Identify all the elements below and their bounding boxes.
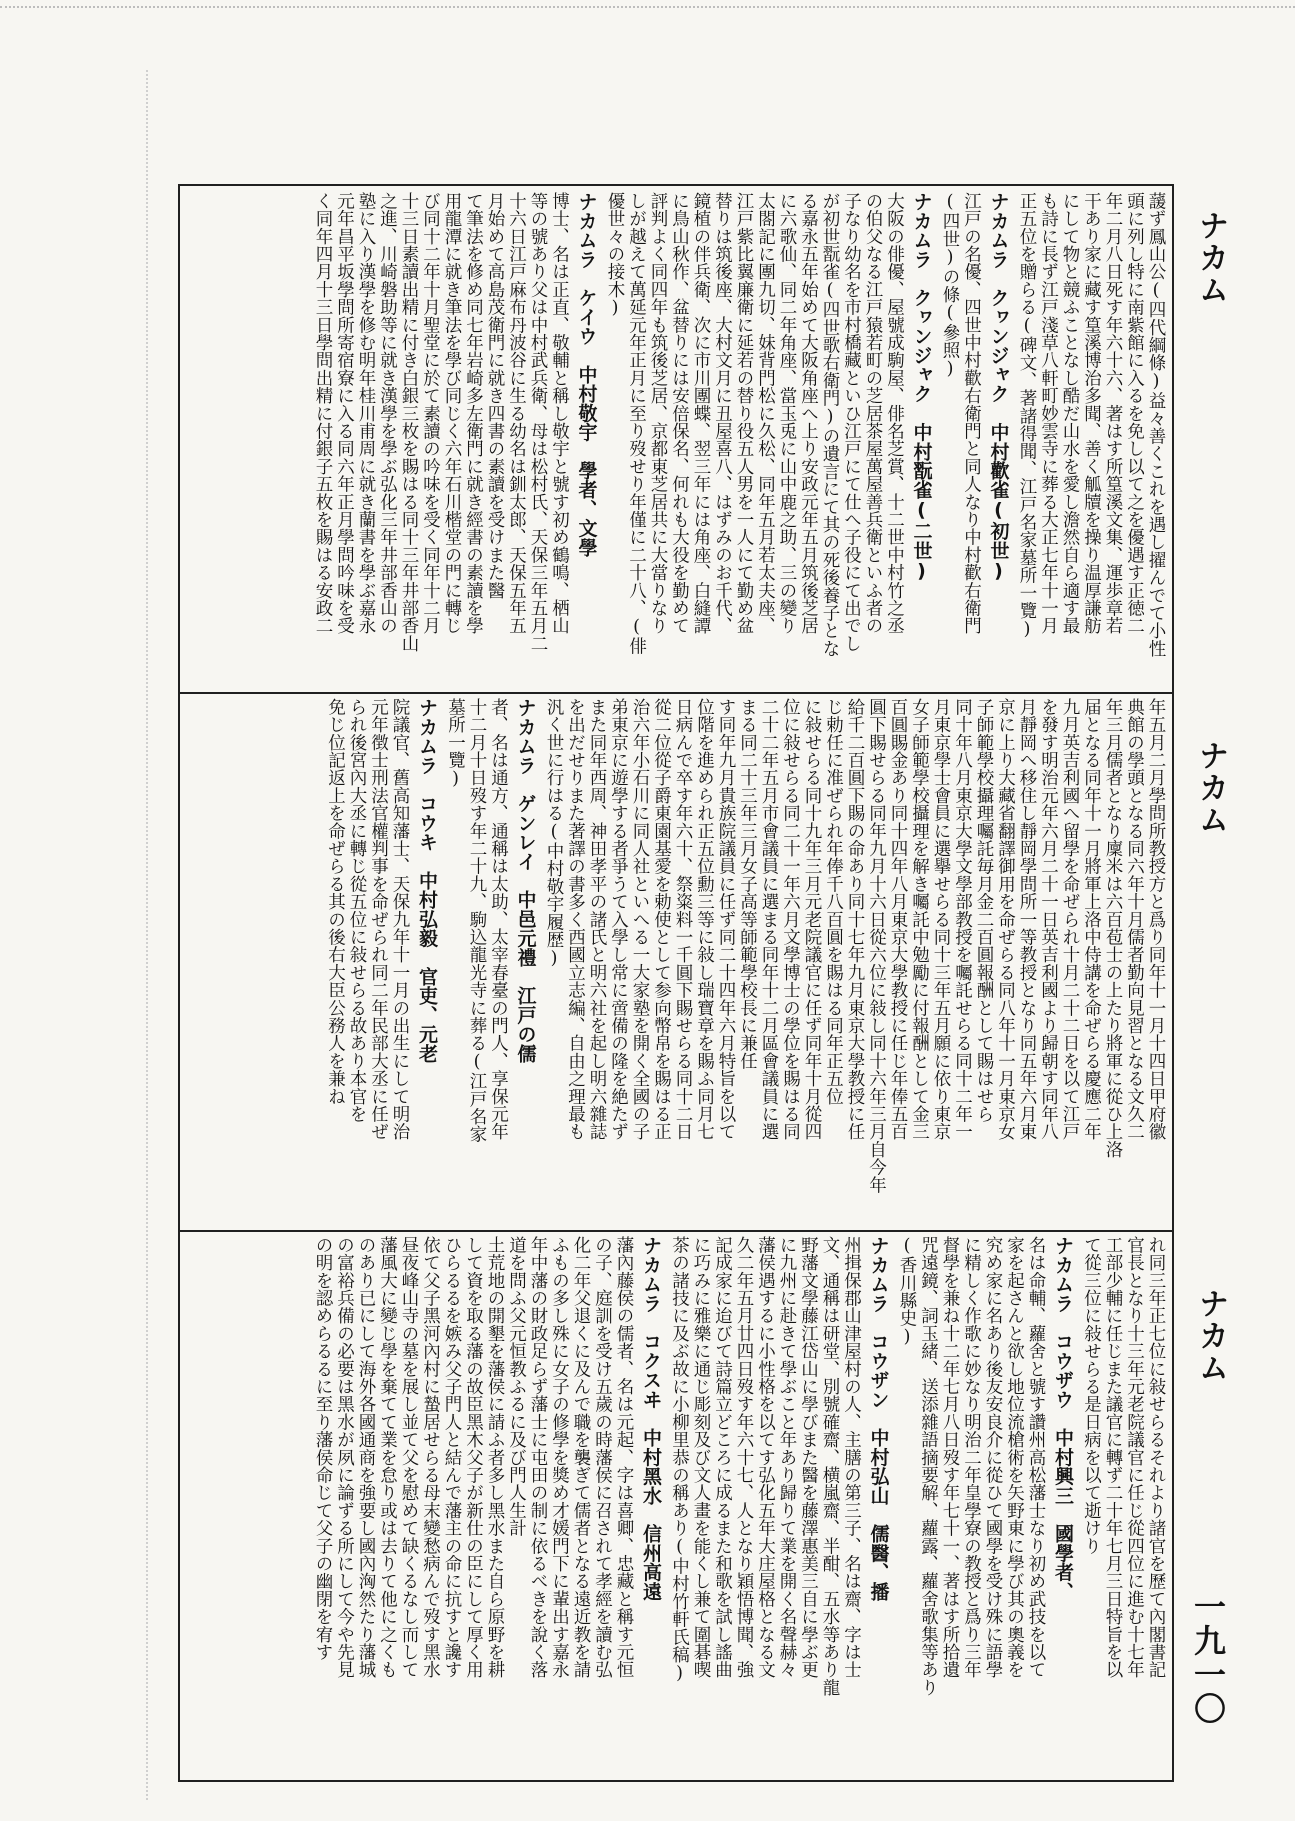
text-column: 大阪の俳優、屋號成駒屋、俳名芝賞、十二世中村竹之丞: [884, 192, 905, 635]
text-column: 江戸の名優、四世中村歡右衛門と同人なり中村歡右衛門: [961, 192, 982, 635]
entry-heading: ナカムラ クヮンジャク 中村翫雀(二世): [910, 192, 933, 582]
text-column: 記成家に迨びて詩篇立どころに成るまた和歌を試し謠曲: [712, 1236, 733, 1679]
text-column: 道を問ふ父元恒教ふるに及び門人生計: [506, 1236, 527, 1537]
text-column: 年二月八日死す年六十六、著はす所篁溪文集、運歩章若: [1103, 192, 1123, 635]
text-column: 替りは筑後座、大村文月に丑屋喜八、はずみのお千代、: [712, 192, 733, 635]
text-column: (香川縣史): [897, 1236, 917, 1348]
text-column: に敍せらる同十九年三月元老院議官に任ず同年十月從四: [802, 698, 822, 1141]
text-column: れ同三年正七位に敍せらるそれより諸官を歷て內閣書記: [1146, 1236, 1166, 1679]
text-column: られ後宮內大丞に轉じ從五位に敍せらる故あり本官を: [347, 698, 367, 1123]
text-column: 名は命輔、蘿舍と號す讚州高松藩士なり初め武技を以て: [1026, 1236, 1046, 1679]
text-column: 月東京學士會員に選擧せらる同十三年五月願に依り東京: [931, 698, 951, 1141]
page-number: 一九一〇: [1189, 1590, 1227, 1726]
tier-2: [180, 692, 1172, 1232]
text-column: 子なり幼名を市村橋藏といひ江戸にて仕へ子役にて出でし: [841, 192, 862, 653]
text-column: て從三位に敍せらる是日病を以て逝けり: [1081, 1236, 1102, 1555]
text-column: 野藩文學藤江岱山に學びまた醫を藤澤惠美三自に學ぶ更: [798, 1236, 819, 1679]
text-column: 督學を兼ね十二年七月八日歿す年七十一、著はす所拾遺: [940, 1236, 960, 1679]
entry-heading: ナカムラ ケイウ 中村敬宇 學者、文學: [575, 192, 598, 557]
text-column: 治六年小石川に同人社といへる一大家塾を開く全國の子: [630, 698, 650, 1141]
text-column: また同年西周、神田孝平の諸氏と明六社を起し明六雜誌: [587, 698, 607, 1141]
text-column: 京に上り大藏省翻譯御用を命ぜらる同八年十一月東京女: [995, 698, 1016, 1141]
text-column: ふもの多し殊に女子の修學を獎め才媛門下に輩出す嘉永: [549, 1236, 570, 1679]
text-column: 百圓賜金あり同十四年八月東京大學教授に任じ年俸五百: [888, 698, 908, 1141]
text-column: 年中藩の財政足らず藩士に屯田の制に依るべきを說く落: [528, 1236, 548, 1679]
text-column: の明を認めらるるに至り藩侯命じて父子の幽閉を宥す: [313, 1236, 333, 1661]
text-column: じ勅任に准ぜられ年俸千八百圓を賜はる同年正五位: [823, 698, 844, 1106]
text-column: 月靜岡へ移住し靜岡學問所一等教授となり同五年六月東: [1017, 698, 1037, 1141]
text-column: の富裕兵備の必要は黑水が夙に論ずる所にして今や先見: [334, 1236, 355, 1679]
text-column: まる同二十三年三月女子高等師範學校長に兼任: [737, 698, 758, 1070]
text-column: 給千二百圓下賜の命あり同十七年九月東京大學教授に任: [845, 698, 865, 1141]
text-column: 免じ位記返上を命ぜらる其の後右大臣公務人を兼ね: [325, 698, 346, 1106]
text-column: 久二年五月廿四日歿す年六十七、人となり穎悟博聞、強: [734, 1236, 754, 1679]
text-column: しが越えて萬延元年正月に至り歿せり年僅に二十八、(俳: [626, 192, 647, 655]
text-column: 届となる同年十一月將軍上洛中侍講を命ぜらる慶應二年: [1081, 698, 1102, 1141]
entry-heading: ナカムラ クヮンジャク 中村歡雀(初世): [987, 192, 1010, 582]
text-column: 圓下賜せらる同年九月十六日從六位に敍し同十六年三月自今年: [866, 698, 887, 1194]
text-column: の伯父なる江戸猿若町の芝居茶屋萬屋善兵衛といふ者の: [863, 192, 883, 635]
text-column: に鳥山秋作、盆替りには安倍保名、何れも大役を勤めて: [669, 192, 690, 635]
text-column: にして物と競ふことなし酷だ山水を愛し澹然自ら適す最: [1060, 192, 1080, 635]
text-column: 茶の諸技に及ぶ故に小柳里恭の稱あり(中村竹軒氏稿): [669, 1236, 690, 1684]
text-column: に九州に赴きて學ぶこと年あり歸りて業を開く名聲赫々: [777, 1236, 797, 1679]
text-column: 同十年八月東京大學文學部教授を囑託せらる同十二年一: [952, 698, 973, 1141]
text-column: 女子師範學校攝理を解き囑託中勉勵に付報酬として金三: [909, 698, 930, 1141]
running-head-2: ナカム: [1193, 740, 1228, 836]
text-column: 九月英吉利國へ留學を命ぜられ十月二十二日を以て江戸: [1060, 698, 1080, 1141]
text-column: 文、通稱は研堂、別號確齋、横嵐齋、半酣、五水等あり龍: [820, 1236, 840, 1697]
tier-3: [180, 1230, 1172, 1784]
text-column: 蘐ず鳳山公(四代綱條)益々善くこれを遇し擢んでて小性: [1146, 192, 1166, 658]
text-column: 依て父子黑河內村に蟄居せらる母末變愁病んで歿す黑水: [420, 1236, 441, 1679]
text-column: 從二位從子爵東園基愛を勅使として参向幣帛を賜はる正: [651, 698, 672, 1141]
text-column: 二十二年五月市會議員に選まる同年十二月區會議員に選: [759, 698, 779, 1141]
text-column: 正五位を贈らる(碑文、著諸得聞、江戸名家墓所一覽): [1017, 192, 1037, 640]
text-column: く同年四月十三日學問出精に付銀子五枚を賜はる安政二: [313, 192, 333, 635]
text-column: 位階を進められ正五位勳三等に敍し瑞寶章を賜ふ同月七: [694, 698, 715, 1141]
text-column: 子師範學校攝理囑託毎月金二百圓報酬として賜はせら: [974, 698, 994, 1123]
entry-heading: ナカムラ コクスヰ 中村黑水 信州高遠: [640, 1236, 662, 1601]
text-column: の子、庭訓を受け五歲の時藩侯に召されて孝經を讀む弘: [592, 1236, 613, 1679]
text-column: 究め家に名あり後友安良介に從ひて國學を受け殊に語學: [983, 1236, 1003, 1679]
tier-1-columns: [186, 192, 1166, 686]
text-column: 位に敍せらる同二十一年六月文學博士の學位を賜はる同: [780, 698, 801, 1141]
text-column: 州揖保郡山津屋村の人、主膳の第三子、名は齋、字は士: [841, 1236, 862, 1679]
running-head-1: ナカム: [1193, 210, 1228, 306]
text-column: 鏡植の伴兵衛、次に市川團蝶、翌三年には角座、白縫譚: [691, 192, 711, 635]
text-column: を發す明治元年六月二十一日英吉利國より歸朝す同年八: [1038, 698, 1059, 1141]
text-column: 塾に入り漢學を修む明年桂川甫周に就き蘭書を學ぶ嘉永: [356, 192, 376, 635]
text-column: 優世々の接木): [605, 192, 625, 319]
entry-heading: ナカムラ コウキ 中村弘毅 官吏、元老: [416, 698, 438, 1063]
text-column: 元年徴士刑法官權判事を命ぜられ同二年民部大丞に任ぜ: [368, 698, 389, 1141]
text-column: 工部少輔に任じまた議官に轉ず二十年七月三日特旨を以: [1103, 1236, 1123, 1679]
text-column: 十二月十日歿す年二十九、駒込龍光寺に葬る(江戸名家: [467, 698, 487, 1143]
text-column: に巧みに雅樂に通じ彫刻及び文人畫を能くし兼て圍碁喫: [691, 1236, 711, 1679]
text-column: 汎く世に行はる(中村敬宇履歴): [544, 698, 564, 969]
text-column: 藩內藤侯の儒者、名は元起、字は喜卿、忠藏と稱す元恒: [614, 1236, 634, 1679]
text-column: 江戸紫比翼廉衛に延若の替り役五人男を一人にて勤め盆: [734, 192, 754, 635]
entry-heading: ナカムラ コウザウ 中村興三 國學者、: [1052, 1236, 1074, 1601]
text-column: を出だせりまた著譯の書多く西國立志編、自由之理最も: [565, 698, 586, 1141]
text-column: 藩侯遇するに小性格を以てす弘化五年大庄屋格となる文: [755, 1236, 776, 1679]
text-column: して資を取る藩の故臣黑木父子が新仕の臣にして厚く用: [463, 1236, 484, 1679]
text-frame: [178, 184, 1174, 1782]
text-column: 墓所一覽): [445, 698, 466, 789]
entry-heading: ナカムラ ゲンレイ 中邑元禮 江戸の儒: [514, 698, 537, 1063]
text-column: 十六日江戸麻布丹波谷に生る幼名は釧太郎、天保五年五: [506, 192, 527, 635]
text-column: 干あり家に藏す篁溪博治多聞、善く觚牘を操り温厚謙舫: [1081, 192, 1102, 635]
text-column: 咒遠鏡、詞玉緒、送添雜語摘要解、蘿露、蘿舍歌集等あり: [918, 1236, 939, 1697]
running-head-3: ナカム: [1193, 1288, 1228, 1384]
text-column: 用龍潭に就き筆法を學び同じく六年石川楷堂の門に轉じ: [442, 192, 462, 635]
text-column: 弟東京に遊學する者爭うて入學し常に啻備の隆を絶たず: [608, 698, 629, 1141]
text-column: に精しく作歌に妙なり明治二年皇學寮の教授と爲り三年: [961, 1236, 982, 1679]
text-column: る嘉永五年始めて大阪角座へ上り安政元年五月筑後芝居: [798, 192, 819, 635]
tier-3-columns: [186, 1236, 1166, 1778]
top-dotted-rule: [0, 6, 1295, 8]
text-column: 等の號あり父は中村武兵衛、母は松村氏、天保三年五月二: [528, 192, 548, 653]
text-column: 年三月儒者となり廩米は六百苞士の上たり將軍に從ひ上洛: [1103, 698, 1123, 1159]
text-column: 評判よく同四年も筑後芝居、京都東芝居共に大當りなり: [648, 192, 668, 635]
text-column: 土荒地の開墾を藩侯に請ふ者多し黑水また自ら原野を耕: [485, 1236, 505, 1679]
text-column: 月始めて高島茂衛門に就き四書の素讀を受けまた醫: [485, 192, 505, 600]
text-column: 年五月二月學問所教授方と爲り同年十一月十四日甲府徽: [1146, 698, 1166, 1141]
entry-heading: ナカムラ コウザン 中村弘山 儒醫、播: [867, 1236, 890, 1601]
left-dotted-rule: [146, 70, 148, 1800]
text-column: 十三日素讀出精に付き白銀三枚を賜はる同十三年井部香山: [399, 192, 419, 653]
text-column: (四世)の條(參照): [940, 192, 960, 379]
text-column: 藩風大に變じ學を棄てて業を怠り或は去りて他に之くも: [377, 1236, 398, 1679]
text-column: 日病んで卒す年六十、祭粢料一千圓下賜せらる同十二日: [673, 698, 693, 1141]
text-column: 元年昌平坂學問所寄宿寮に入る同六年正月學問吟味を受: [334, 192, 355, 635]
text-column: 昼夜峰山寺の墓を展し並て父を慰めて缺くるなし而して: [399, 1236, 419, 1679]
text-column: 院議官、舊高知藩士、天保九年十一月の出生にして明治: [390, 698, 410, 1141]
tier-2-columns: [186, 698, 1166, 1224]
text-column: す同年九月貴族院議員に任ず同二十四年六月特旨を以て: [716, 698, 736, 1141]
text-column: に六歌仙、同二年角座、當玉兎に山中鹿之助、三の變り: [777, 192, 797, 635]
text-column: 頭に列し特に南紫館に入るを免し以て之を優遇す正徳二: [1124, 192, 1145, 635]
text-column: 博士、名は正直、敬輔と稱し敬宇と號す初め鶴鳴、栖山: [549, 192, 570, 635]
text-column: 之進、川崎磐助等に就き漢學を學ぶ弘化三年井部香山の: [377, 192, 398, 635]
text-column: が初世翫雀(四世歌右衛門)の遺言にて其の死後養子とな: [820, 192, 840, 658]
text-column: 者、名は通方、通稱は太助、太宰春臺の門人、享保元年: [488, 698, 509, 1141]
text-column: ひらるるを嫉み父子門人と結んで藩主の命に抗すと讒す: [442, 1236, 462, 1679]
text-column: 化二年父退くに及んで職を襲ぎて儒者となる遠近教を請: [571, 1236, 591, 1679]
text-column: び同十二年十月聖堂に於て素讀の吟味を受く同年十二月: [420, 192, 441, 635]
text-column: 家を起さんと欲し地位流槍術を矢野東に學び其の奧義を: [1004, 1236, 1025, 1679]
text-column: て筆法を修め同七年岩崎多左衛門に就き經書の素讀を學: [463, 192, 484, 635]
tier-1: [180, 186, 1172, 694]
text-column: 官長となり十三年元老院議官に任じ從四位に進む十七年: [1124, 1236, 1145, 1679]
text-column: 太閤記に團九切、妹背門松に久松、同年五月若太夫座、: [755, 192, 776, 635]
text-column: 典館の學頭となる同六年十月儒者勤向見習となる文久二: [1124, 698, 1145, 1141]
text-column: のあり已にして海外各國通商を強要し國內洶然たり藩城: [356, 1236, 376, 1679]
text-column: も詩に長ず江戸淺草八軒町妙雲寺に葬る大正七年十一月: [1038, 192, 1059, 635]
